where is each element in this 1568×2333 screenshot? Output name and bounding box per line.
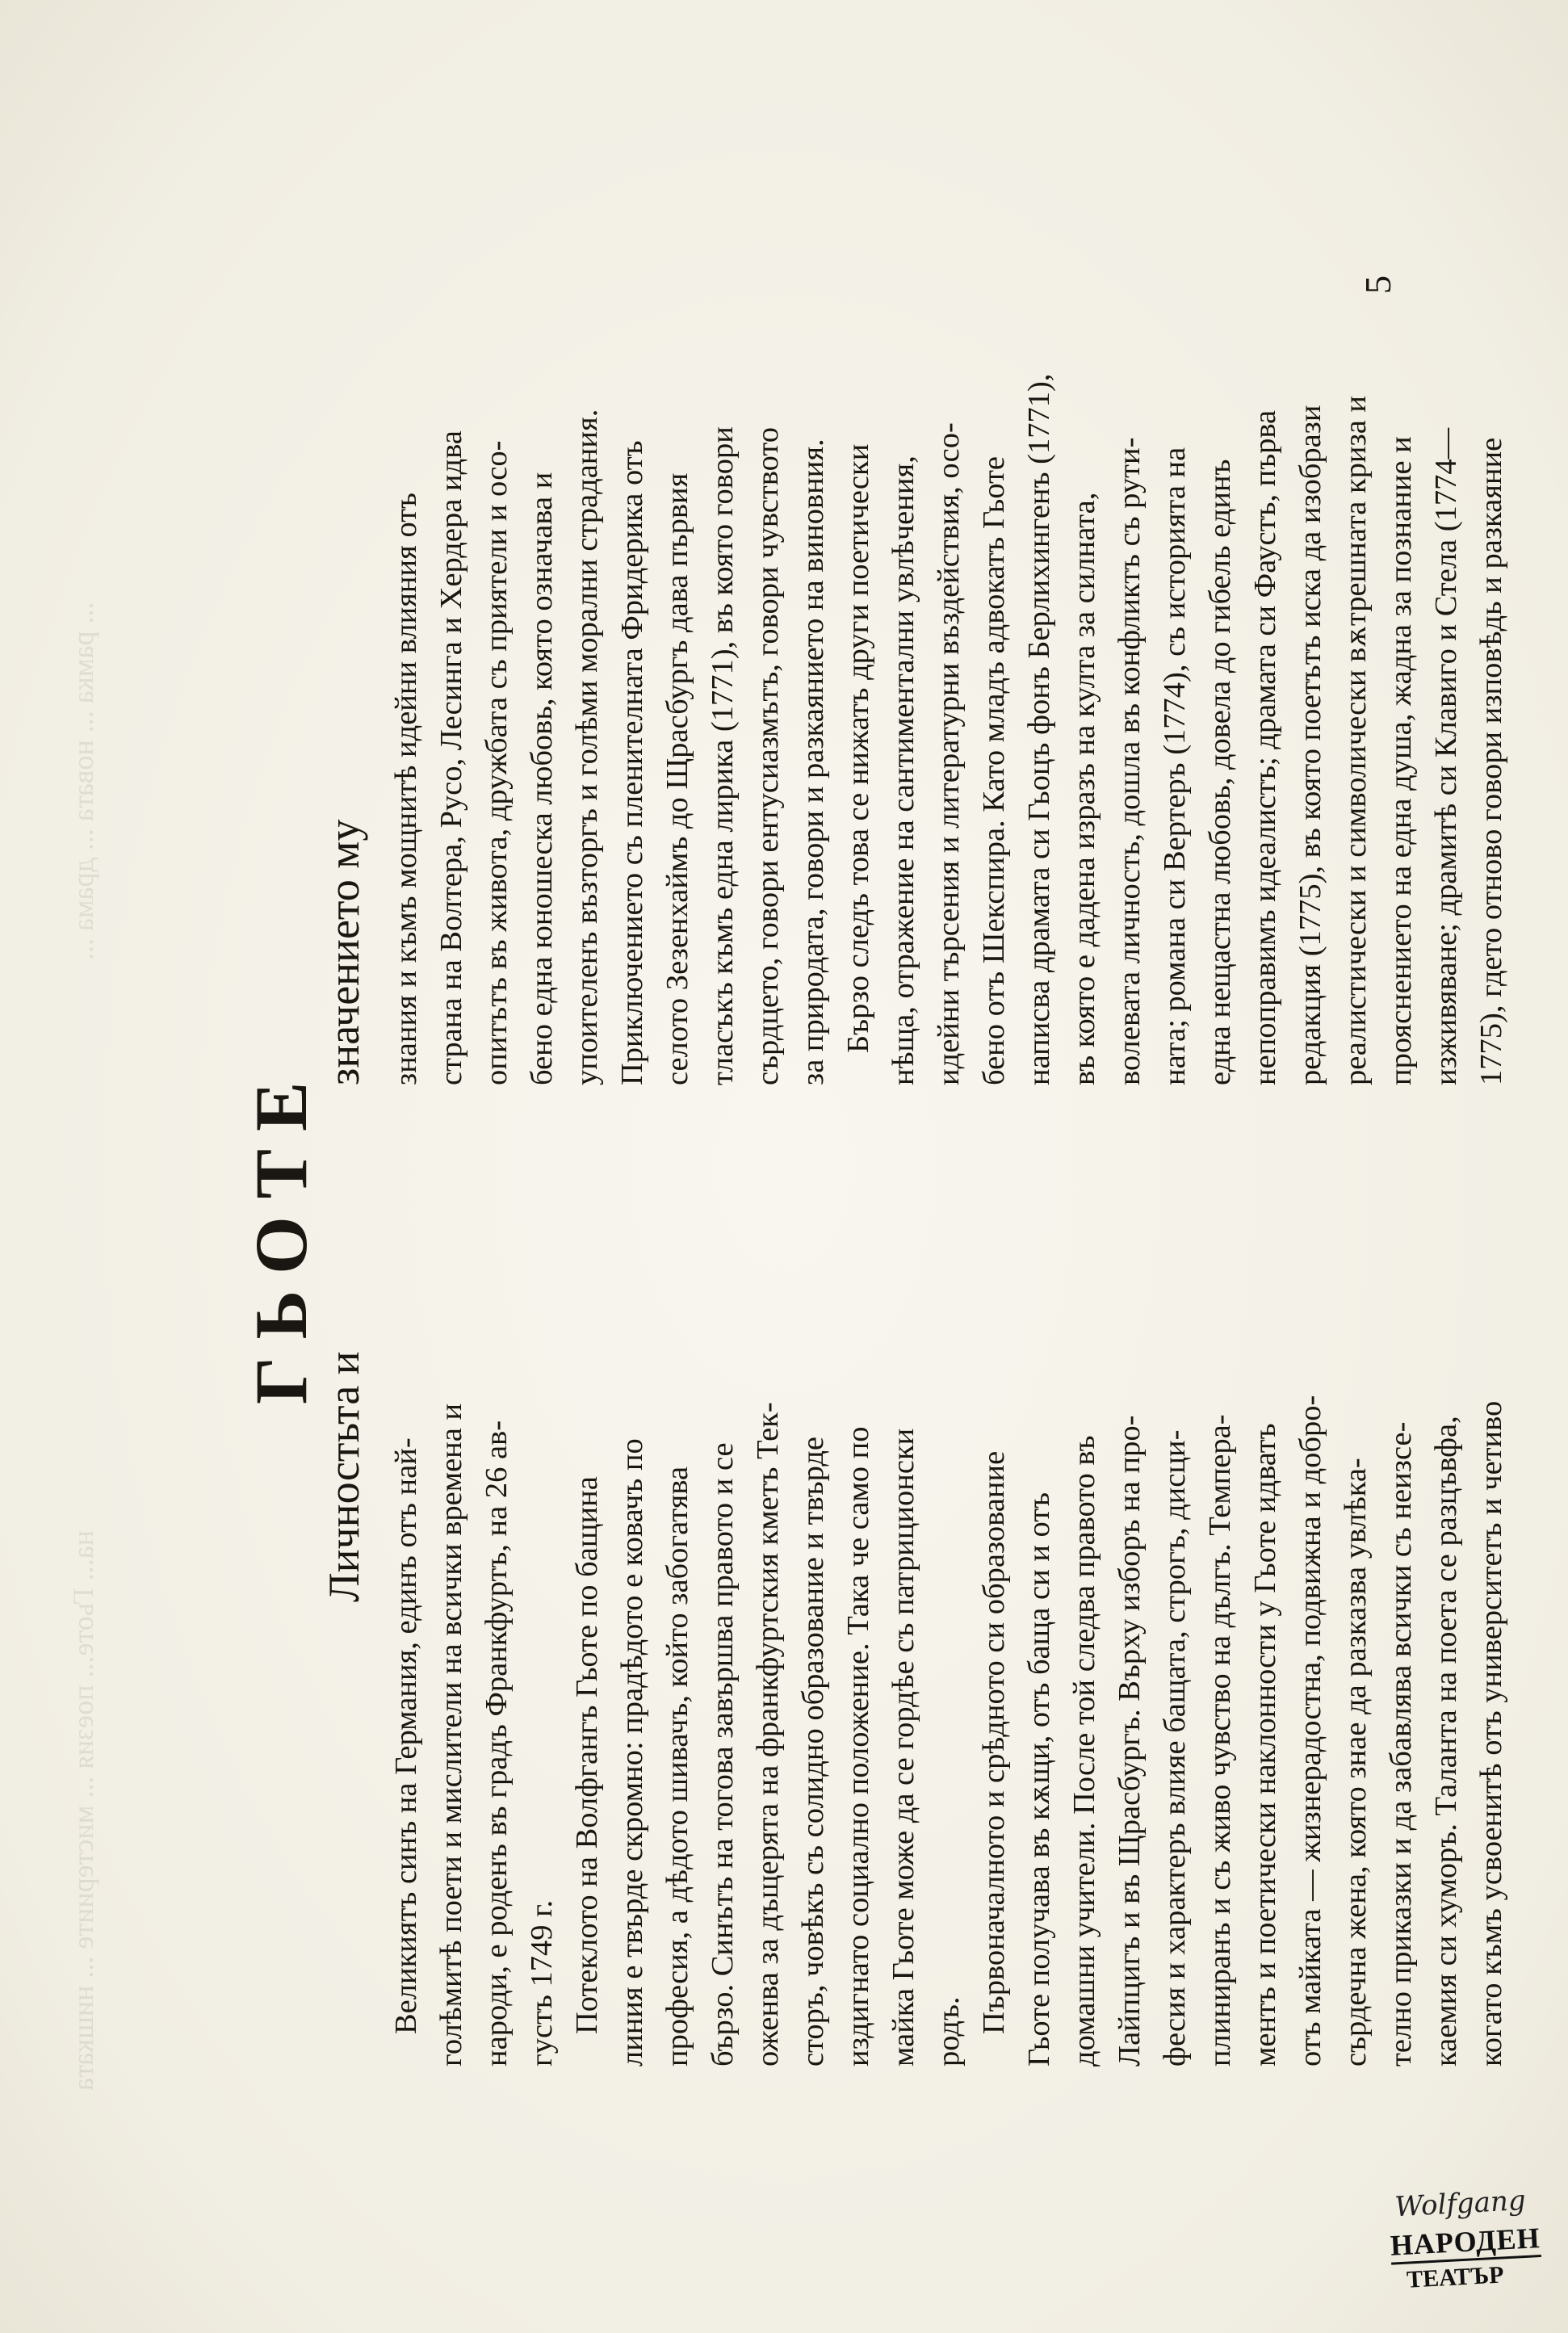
logo-signature: Wolfgang [1394, 2184, 1527, 2224]
text-column-right [384, 132, 1514, 1085]
text-line: Бързо следъ това се нижатъ други поетически [841, 443, 875, 1053]
text-column-left [384, 1134, 1514, 2067]
text-line: Лайпцигъ и въ Щрасбургъ. Върху изборъ на про- [1113, 1415, 1147, 2067]
text-line: прояснението на една душа, жадна за познание и [1384, 436, 1418, 1085]
text-line: Приключението съ пленителната Фридерика отъ [615, 440, 649, 1085]
text-line: реалистически и символически вѫтрешната криза и [1339, 395, 1373, 1085]
text-line: една нещастна любовь, довела до гибель единъ [1203, 459, 1237, 1085]
theatre-logo [1379, 2184, 1546, 2305]
text-line: густъ 1749 г. [525, 1899, 559, 2067]
text-line: Великиятъ синъ на Германия, единъ отъ най- [389, 1437, 423, 2034]
logo-line2: ТЕАТЪР [1406, 2261, 1505, 2293]
text-line: народи, е роденъ въ градъ Франкфуртъ, на 26 ав- [480, 1420, 514, 2067]
text-line: написва драмата си Гьоцъ фонъ Берлихингенъ (1771), [1022, 373, 1056, 1085]
text-line: ментъ и поетически наклонности у Гьоте идватъ [1248, 1423, 1282, 2067]
subtitle-left: Личностьта и [320, 1351, 368, 1602]
text-line: селото Зезенхаймъ до Щрасбургъ дава първия [660, 472, 694, 1085]
text-line: бено една юношеска любовь, която означава и [525, 472, 559, 1085]
text-line: ната; романа си Вертеръ (1774), съ историята на [1158, 447, 1192, 1085]
text-line: сърдечна жена, която знае да разказва увлѣка- [1339, 1458, 1373, 2067]
text-line: идейни търсения и литературни въздействия, осо- [932, 422, 966, 1085]
text-line: въ която е дадена изразъ на култа за силната, [1067, 492, 1101, 1085]
page-title: ГЬОТЕ [240, 1064, 322, 1404]
text-line: телно приказки и да забавлява всички съ неизсе- [1384, 1421, 1418, 2067]
text-line: плиниранъ и съ живо чувство на дългъ. Темпера- [1203, 1414, 1237, 2067]
text-line: родъ. [932, 1996, 966, 2067]
text-line: издигнато социално положение. Така че само по [841, 1426, 875, 2067]
text-line: линия е твърде скромно: прадѣдото е ковачъ по [615, 1438, 649, 2067]
text-line: домашни учители. После той следва правото въ [1067, 1435, 1101, 2067]
page-number: 5 [1357, 275, 1398, 294]
text-line: фесия и характеръ влияе бащата, строгъ, дисци- [1158, 1429, 1192, 2067]
text-line: каемия си хуморъ. Таланта на поета се разцъвфа, [1429, 1416, 1463, 2067]
text-line: Гьоте получава въ кѫщи, отъ баща си и отъ [1022, 1492, 1056, 2067]
text-line: професия, а дѣдото шивачъ, който забогатява [660, 1466, 694, 2067]
text-line: Първоначалното и срѣдното си образование [977, 1450, 1011, 2034]
text-line: голѣмитѣ поети и мислители на всички времена и [434, 1403, 468, 2067]
text-line: когато къмъ усвоенитѣ отъ университетъ и четиво [1474, 1400, 1508, 2067]
text-line: изживяване; драмитѣ си Клавиго и Стела (1774— [1429, 427, 1463, 1085]
bleed-through-text: ... рамка ... новата ... драма ... [67, 602, 99, 960]
bleed-through-text: на... Гьоте... поезия ... мистериите ... нишката [67, 1530, 99, 2091]
text-line: волевата личность, дошла въ конфликтъ съ рути- [1113, 437, 1147, 1085]
text-line: опитътъ въ живота, дружбата съ приятели и осо- [480, 440, 514, 1085]
text-line: тласъкъ къмъ една лирика (1771), въ която говори [706, 426, 740, 1085]
text-line: бено отъ Шекспира. Като младъ адвокатъ Гьоте [977, 455, 1011, 1085]
text-line: сърдцето, говори ентусиазмътъ, говори чувството [751, 427, 785, 1085]
text-line: знания и къмъ мощнитѣ идейни влияния отъ [389, 493, 423, 1085]
text-line: майка Гьоте може да се гордѣе съ патриционски [887, 1428, 920, 2067]
text-line: редакция (1775), въ която поетътъ иска да изобрази [1293, 405, 1327, 1085]
subtitle-right: значението му [320, 819, 368, 1085]
text-line: за природата, говори и разкаянието на виновния. [796, 438, 830, 1085]
text-line: оженва за дъщерята на франкфуртския кметъ Тек- [751, 1402, 785, 2067]
text-line: страна на Волтера, Русо, Лесинга и Хердера идва [434, 430, 468, 1085]
text-line: сторъ, човѣкъ съ солидно образование и твърде [796, 1436, 830, 2067]
text-line: бързо. Синътъ на тогова завършва правото и се [706, 1442, 740, 2067]
logo-line1: НАРОДЕН [1390, 2221, 1541, 2265]
text-line: Потеклото на Волфгангъ Гьоте по бащина [570, 1476, 604, 2034]
text-line: нѣща, отражение на сантиментални увлѣчения, [887, 455, 920, 1085]
text-line: непоправимъ идеалистъ; драмата си Фаустъ, първа [1248, 409, 1282, 1085]
text-line: отъ майката — жизнерадостна, подвижна и добро- [1293, 1395, 1327, 2067]
text-line: упоителенъ възторгъ и голѣми морални страдания. [570, 409, 604, 1085]
text-line: 1775), гдето отново говори изповѣдь и разкаяние [1474, 437, 1508, 1085]
